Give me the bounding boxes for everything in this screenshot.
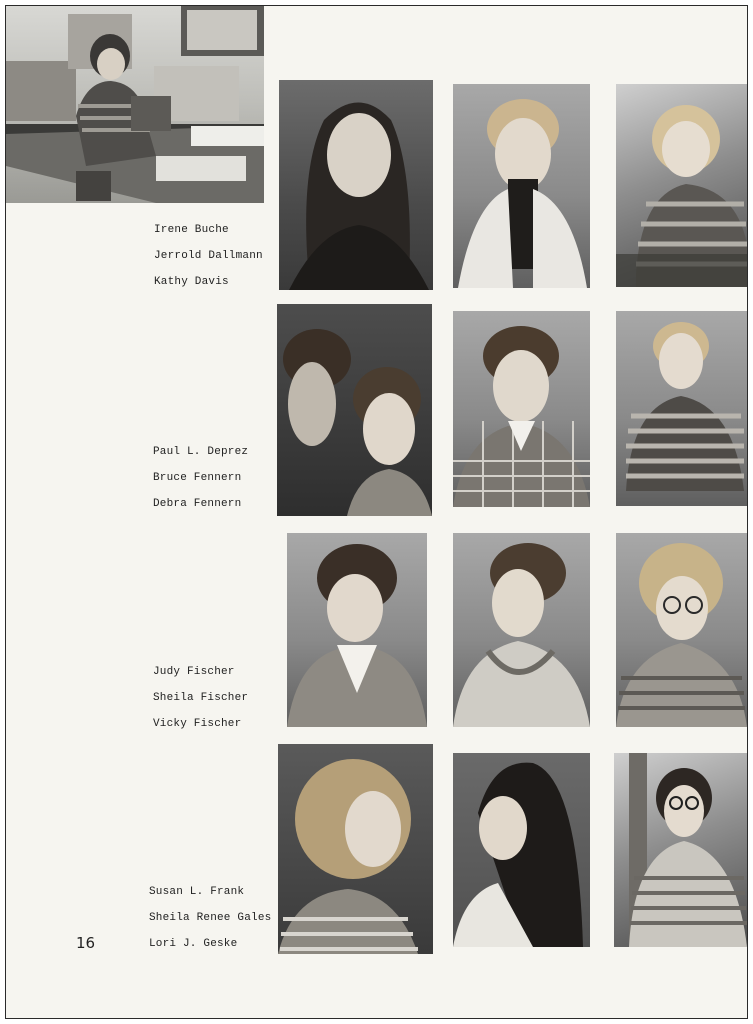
portrait-photo bbox=[614, 753, 747, 947]
student-name: Sheila Fischer bbox=[153, 692, 249, 704]
student-name: Jerrold Dallmann bbox=[154, 250, 263, 262]
names-row-2 bbox=[153, 439, 248, 517]
portrait-photo bbox=[453, 84, 590, 288]
student-name: Susan L. Frank bbox=[149, 886, 245, 898]
portrait-photo bbox=[277, 304, 432, 516]
portrait-photo bbox=[453, 753, 590, 947]
student-name: Debra Fennern bbox=[153, 498, 242, 510]
portrait-photo bbox=[453, 533, 590, 727]
portrait-photo bbox=[616, 84, 747, 287]
candid-office-photo bbox=[6, 6, 264, 203]
student-name: Kathy Davis bbox=[154, 276, 229, 288]
portrait-photo bbox=[453, 311, 590, 507]
student-name: Paul L. Deprez bbox=[153, 446, 249, 458]
portrait-photo bbox=[616, 311, 747, 506]
portrait-photo bbox=[279, 80, 433, 290]
portrait-photo bbox=[287, 533, 427, 727]
yearbook-page bbox=[5, 5, 748, 1019]
names-row-4 bbox=[149, 879, 271, 957]
student-name: Vicky Fischer bbox=[153, 718, 242, 730]
names-row-1 bbox=[154, 217, 263, 295]
student-name: Irene Buche bbox=[154, 224, 229, 236]
student-name: Lori J. Geske bbox=[149, 938, 238, 950]
names-row-3 bbox=[153, 659, 248, 737]
portrait-photo bbox=[278, 744, 433, 954]
student-name: Judy Fischer bbox=[153, 666, 235, 678]
portrait-photo bbox=[616, 533, 747, 727]
student-name: Bruce Fennern bbox=[153, 472, 242, 484]
student-name: Sheila Renee Gales bbox=[149, 912, 272, 924]
page-number: 16 bbox=[76, 934, 96, 952]
